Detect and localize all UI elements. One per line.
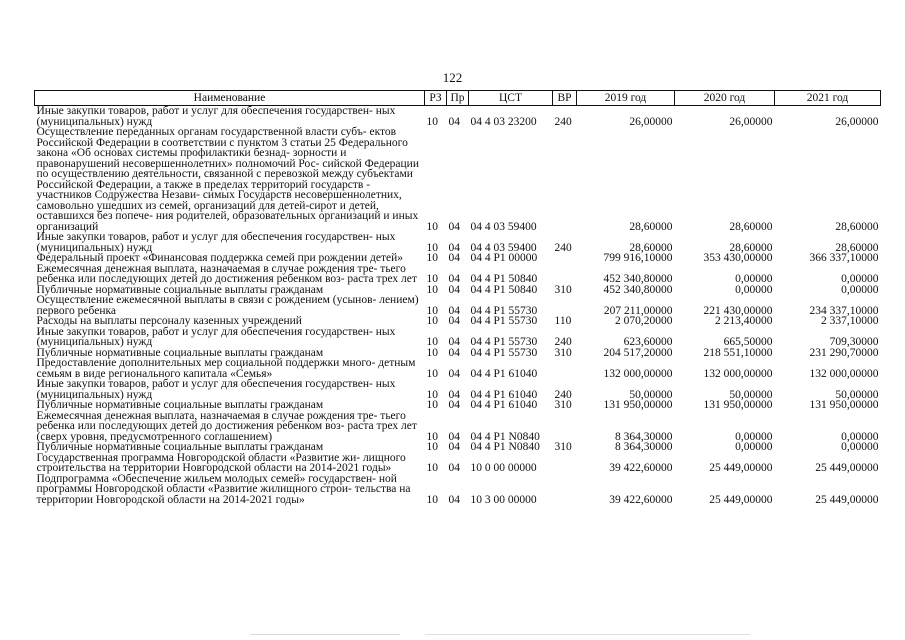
row-2021: 0,00000 <box>841 283 879 296</box>
row-cst: 04 4 P1 61040 <box>470 399 538 411</box>
table-row <box>35 442 881 453</box>
row-2021: 0,00000 <box>841 441 879 453</box>
table-body <box>35 106 881 506</box>
row-name: Федеральный проект «Финансовая поддержка семей при рождении детей» <box>36 252 403 264</box>
row-name: Расходы на выплаты персоналу казенных учреждений <box>36 315 302 327</box>
row-cst: 04 4 03 23200 <box>470 115 537 128</box>
row-2019: 2 070,20000 <box>615 315 673 327</box>
row-2019: 452 340,80000 <box>603 283 673 296</box>
row-cst: 04 4 P1 55730 <box>470 336 538 348</box>
row-vr <box>553 453 577 474</box>
row-2019: 131 950,00000 <box>603 399 673 411</box>
row-name: Государственная программа Новгородской области «Развитие жи- лищного строительства на территории Новгородской области на 2014-2021 годы» <box>36 451 406 474</box>
row-2021: 28,60000 <box>835 241 879 254</box>
table-row <box>35 474 881 506</box>
row-2020: 0,00000 <box>735 273 773 285</box>
row-2019: 50,00000 <box>629 388 673 401</box>
row-name: Осуществление ежемесячной выплаты в связи с рождением (усынов- лением) первого ребенка <box>36 294 419 317</box>
page-number: 122 <box>442 70 463 85</box>
row-pr: 04 <box>448 493 460 506</box>
row-2021: 0,00000 <box>841 430 879 443</box>
header-row <box>35 91 881 106</box>
row-rz: 10 <box>426 220 438 233</box>
header-vr: ВР <box>553 91 577 106</box>
row-cst: 10 0 00 00000 <box>470 462 537 474</box>
row-vr: 110 <box>554 315 572 327</box>
row-vr <box>553 253 577 264</box>
row-2019: 8 364,30000 <box>615 441 673 453</box>
row-vr: 240 <box>554 336 572 348</box>
row-name: Публичные нормативные социальные выплаты гражданам <box>36 283 324 296</box>
row-vr: 240 <box>554 115 572 128</box>
table-header <box>35 91 881 106</box>
row-2020: 221 430,00000 <box>703 304 773 317</box>
row-pr: 04 <box>448 273 460 285</box>
row-rz: 10 <box>426 493 438 506</box>
row-cst: 04 4 P1 61040 <box>470 388 538 401</box>
row-pr: 04 <box>448 115 460 128</box>
row-2021: 0,00000 <box>841 273 879 285</box>
row-rz: 10 <box>426 367 438 380</box>
row-rz: 10 <box>426 388 438 401</box>
row-2021: 231 290,70000 <box>809 346 879 359</box>
table-row <box>35 264 881 285</box>
row-2020: 0,00000 <box>735 283 773 296</box>
row-2020: 50,00000 <box>729 388 773 401</box>
row-2020: 132 000,00000 <box>703 367 773 380</box>
row-vr <box>553 358 577 379</box>
row-rz: 10 <box>426 336 438 348</box>
budget-table-container <box>34 90 880 505</box>
row-2021: 50,00000 <box>835 388 879 401</box>
header-pr: Пр <box>447 91 469 106</box>
row-2019: 39 422,60000 <box>609 462 673 474</box>
row-cst: 04 4 P1 00000 <box>470 252 538 264</box>
row-vr: 310 <box>554 399 572 411</box>
row-cst: 04 4 03 59400 <box>470 241 537 254</box>
row-2019: 28,60000 <box>629 220 673 233</box>
header-name: Наименование <box>35 91 425 106</box>
row-cst: 04 4 P1 50840 <box>470 273 538 285</box>
row-name: Иные закупки товаров, работ и услуг для обеспечения государствен- ных (муниципальных) нужд <box>36 325 396 348</box>
header-rz: РЗ <box>425 91 447 106</box>
table-row <box>35 253 881 264</box>
header-2019: 2019 год <box>577 91 675 106</box>
table-row <box>35 453 881 474</box>
table-row <box>35 358 881 379</box>
row-pr: 04 <box>448 304 460 317</box>
row-pr: 04 <box>448 346 460 359</box>
row-2019: 799 916,10000 <box>603 252 673 264</box>
row-pr: 04 <box>448 367 460 380</box>
row-pr: 04 <box>448 441 460 453</box>
row-rz: 10 <box>426 441 438 453</box>
row-pr: 04 <box>448 462 460 474</box>
row-pr: 04 <box>448 430 460 443</box>
row-name: Подпрограмма «Обеспечение жильем молодых семей» государствен- ной программы Новгородской области «Развитие жилищного строи- тельства на территории Новгородской области на 2014-2021 годы» <box>36 472 411 506</box>
row-rz: 10 <box>426 462 438 474</box>
row-vr: 310 <box>554 283 572 296</box>
row-cst: 04 4 P1 N0840 <box>470 430 540 443</box>
row-2019: 39 422,60000 <box>609 493 673 506</box>
row-2021: 2 337,10000 <box>821 315 879 327</box>
row-pr: 04 <box>448 315 460 327</box>
row-vr: 310 <box>554 441 572 453</box>
row-cst: 10 3 00 00000 <box>470 493 537 506</box>
row-2021: 234 337,10000 <box>809 304 879 317</box>
row-rz: 10 <box>426 283 438 296</box>
row-cst: 04 4 P1 55730 <box>470 304 538 317</box>
row-rz: 10 <box>426 399 438 411</box>
table-row <box>35 379 881 400</box>
row-2020: 28,60000 <box>729 220 773 233</box>
row-pr: 04 <box>448 399 460 411</box>
row-name: Иные закупки товаров, работ и услуг для обеспечения государствен- ных (муниципальных) нужд <box>36 378 396 401</box>
row-2019: 28,60000 <box>629 241 673 254</box>
row-2019: 623,60000 <box>623 336 673 348</box>
row-vr <box>553 127 577 232</box>
row-rz: 10 <box>426 241 438 254</box>
row-rz: 10 <box>426 430 438 443</box>
row-cst: 04 4 P1 55730 <box>470 346 538 359</box>
table-row <box>35 316 881 327</box>
row-2020: 0,00000 <box>735 430 773 443</box>
row-2021: 25 449,00000 <box>815 493 879 506</box>
row-name: Предоставление дополнительных мер социальной поддержки много- детным семьям в виде регионального капитала «Семья» <box>36 357 416 380</box>
row-vr: 240 <box>554 241 572 254</box>
table-row <box>35 106 881 128</box>
row-2021: 28,60000 <box>835 220 879 233</box>
row-cst: 04 4 P1 50840 <box>470 283 538 296</box>
row-2020: 25 449,00000 <box>709 462 773 474</box>
row-pr: 04 <box>448 252 460 264</box>
row-name: Публичные нормативные социальные выплаты гражданам <box>36 441 324 453</box>
table-row <box>35 327 881 348</box>
row-2020: 218 551,10000 <box>703 346 773 359</box>
table-row <box>35 400 881 411</box>
row-2021: 132 000,00000 <box>809 367 879 380</box>
header-2021: 2021 год <box>775 91 881 106</box>
row-name: Публичные нормативные социальные выплаты гражданам <box>36 346 324 359</box>
row-2021: 25 449,00000 <box>815 462 879 474</box>
row-cst: 04 4 P1 N0840 <box>470 441 540 453</box>
header-cst: ЦСТ <box>469 91 553 106</box>
row-vr: 240 <box>554 388 572 401</box>
row-vr <box>553 411 577 443</box>
scan-artifact-line <box>250 634 750 635</box>
row-2019: 452 340,80000 <box>603 273 673 285</box>
row-2019: 8 364,30000 <box>615 430 673 443</box>
row-rz: 10 <box>426 346 438 359</box>
row-name: Ежемесячная денежная выплата, назначаемая в случае рождения тре- тьего ребенка или последующих детей до достижения ребенком воз- раста трех лет (сверх уровня, предусмотренного соглашением) <box>36 409 417 443</box>
row-rz: 10 <box>426 273 438 285</box>
row-2021: 709,30000 <box>829 336 879 348</box>
row-pr: 04 <box>448 336 460 348</box>
row-2020: 131 950,00000 <box>703 399 773 411</box>
row-pr: 04 <box>448 388 460 401</box>
row-pr: 04 <box>448 241 460 254</box>
row-name: Ежемесячная денежная выплата, назначаемая в случае рождения тре- тьего ребенка или последующих детей до достижения ребенком воз- раста трех лет <box>36 262 417 285</box>
row-rz: 10 <box>426 315 438 327</box>
row-name: Иные закупки товаров, работ и услуг для обеспечения государствен- ных (муниципальных) нужд <box>36 105 396 128</box>
table-row <box>35 411 881 443</box>
row-2020: 25 449,00000 <box>709 493 773 506</box>
row-2019: 132 000,00000 <box>603 367 673 380</box>
row-pr: 04 <box>448 283 460 296</box>
row-2020: 665,50000 <box>723 336 773 348</box>
header-2020: 2020 год <box>675 91 775 106</box>
row-cst: 04 4 03 59400 <box>470 220 537 233</box>
budget-table <box>34 90 881 505</box>
table-row <box>35 232 881 253</box>
row-vr: 310 <box>554 346 572 359</box>
row-cst: 04 4 P1 55730 <box>470 315 538 327</box>
row-rz: 10 <box>426 304 438 317</box>
row-2020: 0,00000 <box>735 441 773 453</box>
table-row <box>35 295 881 316</box>
row-2021: 366 337,10000 <box>809 252 879 264</box>
row-name: Публичные нормативные социальные выплаты гражданам <box>36 399 324 411</box>
row-vr <box>553 295 577 316</box>
row-2020: 26,00000 <box>729 115 773 128</box>
row-2020: 353 430,00000 <box>703 252 773 264</box>
row-name: Осуществление переданных органам государственной власти субъ- ектов Российской Федерации в соответствии с пунктом 3 статьи 25 Федерального закона «Об основах системы профилактики безнад- зорности и правонарушений несовершеннолетних» полномочий Рос- сийской Федерации по осуществлению деятельности, связанной с перевозкой между субъектами Российской Федерации, а также в пределах территорий государств - участников Содружества Незави- симых Государств несовершеннолетних, самовольно ушедших из семей, организаций для детей-сирот и детей, оставшихся без попече- ния родителей, образовательных организаций и иных организаций <box>36 126 419 233</box>
row-name: Иные закупки товаров, работ и услуг для обеспечения государствен- ных (муниципальных) нужд <box>36 231 396 254</box>
row-2020: 2 213,40000 <box>715 315 773 327</box>
row-vr <box>553 474 577 506</box>
row-2020: 28,60000 <box>729 241 773 254</box>
row-2019: 204 517,20000 <box>603 346 673 359</box>
table-row <box>35 127 881 232</box>
row-2019: 26,00000 <box>629 115 673 128</box>
row-cst: 04 4 P1 61040 <box>470 367 538 380</box>
row-rz: 10 <box>426 115 438 128</box>
row-2021: 131 950,00000 <box>809 399 879 411</box>
row-pr: 04 <box>448 220 460 233</box>
row-rz: 10 <box>426 252 438 264</box>
row-2021: 26,00000 <box>835 115 879 128</box>
row-vr <box>553 264 577 285</box>
row-2019: 207 211,00000 <box>603 304 673 317</box>
